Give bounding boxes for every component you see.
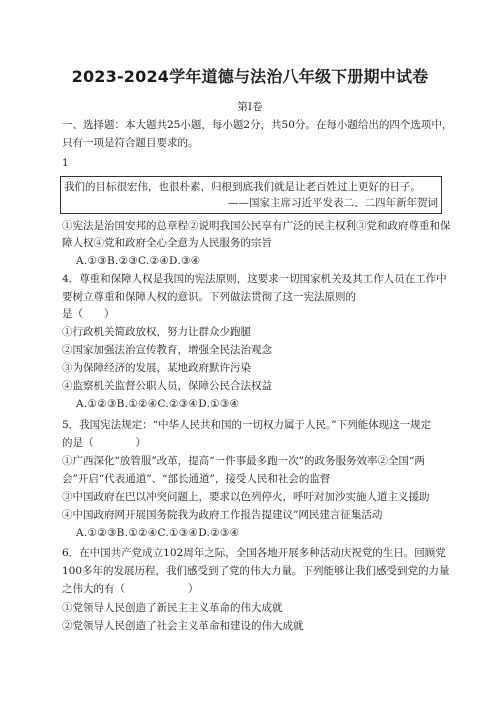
question-1-statements-cont: 障人权④党和政府全心全意为人民服务的宗旨: [62, 237, 272, 249]
question-4-item: ④监察机关监督公职人员，保障公民合法权益: [62, 380, 272, 392]
question-5-item: ③中国政府在巴以冲突问题上，要求以色列停火，呼吁对加沙实施人道主义援助: [62, 491, 430, 503]
question-1-number: 1: [62, 157, 69, 169]
question-6-item: ①党领导人民创造了新民主主义革命的伟大成就: [62, 602, 283, 614]
question-1-options: A.①③B.②③C.②④D.③④: [76, 255, 201, 267]
question-4-options: A.①②③B.①②④C.②③④D.①③④: [76, 398, 240, 410]
question-5-item: ④中国政府网开展国务院我为政府工作报告提建议”网民建言征集活动: [62, 509, 383, 521]
question-5-stem: 5．我国宪法规定：“中华人民共和国的一切权力属于人民。”下列能体现这一规定: [62, 419, 432, 431]
question-6-stem-cont: 100多年的发展历程，我们感受到了党的伟大力量。下列能够让我们感受到党的力量: [62, 565, 450, 577]
question-6-item: ②党领导人民创造了社会主义革命和建设的伟大成就: [62, 620, 304, 632]
question-6-stem-end: 之伟大的有（ ）: [62, 583, 199, 595]
quote-text: 我们的目标很宏伟，也很朴素，归根到底我们就是让老百姓过上更好的日子。: [64, 181, 421, 193]
quote-source: ——国家主席习近平发表二、二四年新年贺词: [228, 197, 438, 209]
question-4-item: ①行政机关简政放权，努力让群众少跑腿: [62, 326, 251, 338]
volume-label: 第I卷: [237, 101, 263, 113]
question-6-stem: 6．在中国共产党成立102周年之际，全国各地开展多种活动庆祝党的生日。回顾党: [62, 547, 446, 559]
quote-box: [60, 176, 442, 214]
question-5-stem-cont: 的是（ ）: [62, 437, 146, 449]
question-4-stem-end: 是（ ）: [62, 308, 115, 320]
question-4-stem-cont: 要树立尊重和保障人权的意识。下列做法贯彻了这一宪法原则的: [62, 291, 356, 303]
question-4-item: ③为保障经济的发展，某地政府默许污染: [62, 362, 251, 374]
section-heading: 一、选择题：本大题共25小题，每小题2分，共50分。在每小题给出的四个选项中，: [62, 119, 453, 131]
question-5-options: A.①②③B.①②④C.①③④D.②③④: [76, 527, 240, 539]
question-1-statements: ①宪法是治国安邦的总章程②说明我国公民享有广泛的民主权利③党和政府尊重和保: [62, 220, 451, 232]
section-heading-cont: 只有一项是符合题目要求的。: [62, 137, 199, 149]
question-4-stem: 4．尊重和保障人权是我国的宪法原则，这要求一切国家机关及其工作人员在工作中: [62, 273, 447, 285]
exam-title: 2023-2024学年道德与法治八年级下册期中试卷: [71, 67, 429, 86]
question-5-item: 会”开启“代表通道”、“部长通道”，接受人民和社会的监督: [62, 473, 331, 485]
question-4-item: ②国家加强法治宣传教育，增强全民法治观念: [62, 344, 272, 356]
question-5-item: ①广西深化“放管服”改革，提高“一件事最多跑一次”的政务服务效率②全国“两: [62, 455, 425, 467]
